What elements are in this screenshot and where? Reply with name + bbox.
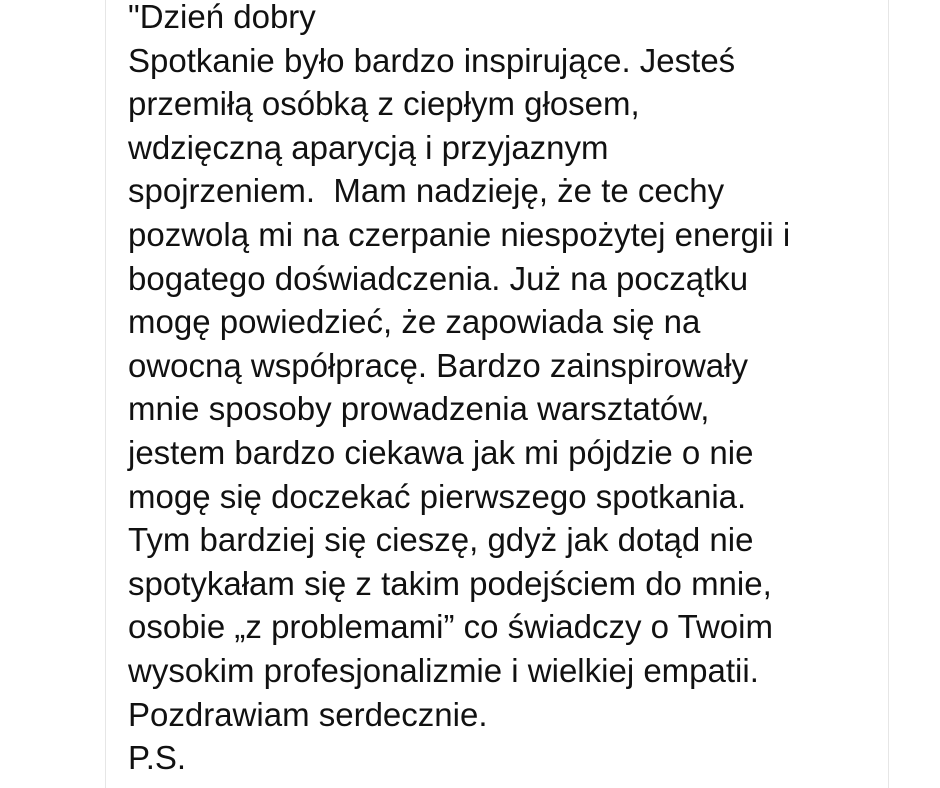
message-line: Pozdrawiam serdecznie. [128,695,488,733]
message-line: Tym bardziej się cieszę, gdyż jak dotąd nie [128,521,754,559]
message-line: mogę powiedzieć, że zapowiada się na [128,303,701,341]
right-divider [888,0,889,788]
message-line: mnie sposoby prowadzenia warsztatów, [128,390,710,428]
message-line: owocną współpracę. Bardzo zainspirowały [128,346,748,384]
message-line: "Dzień dobry [128,0,316,35]
message-line: Spotkanie było bardzo inspirujące. Jesteś [128,41,736,79]
left-divider [105,0,106,788]
message-line: mogę się doczekać pierwszego spotkania. [128,477,747,515]
message-line: przemiłą osóbką z ciepłym głosem, [128,85,640,123]
message-line: P.S. [128,739,187,777]
message-line: osobie „z problemami” co świadczy o Twoim [128,608,773,646]
message-line: spojrzeniem. Mam nadzieję, że te cechy [128,172,725,210]
message-body [128,0,888,780]
message-line: bogatego doświadczenia. Już na początku [128,259,749,297]
message-line: wdzięczną aparycją i przyjaznym [128,128,609,166]
message-line: spotykałam się z takim podejściem do mnie, [128,564,772,602]
message-line: jestem bardzo ciekawa jak mi pójdzie o nie [128,433,754,471]
message-line: wysokim profesjonalizmie i wielkiej empatii. [128,651,759,689]
message-line: pozwolą mi na czerpanie niespożytej energii i [128,215,791,253]
